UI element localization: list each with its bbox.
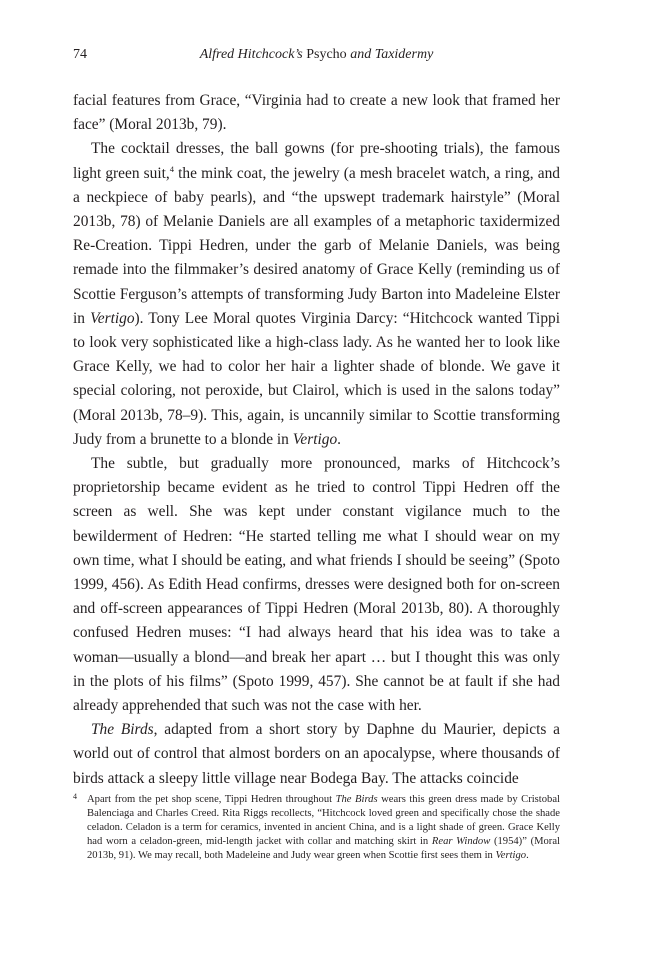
footnote-mark: 4 (73, 792, 77, 801)
paragraph-4-text-a: The Birds (91, 721, 154, 739)
footnote-text-1: Apart from the pet shop scene, Tippi Hedren throughout (87, 794, 336, 805)
footnotes (73, 793, 560, 863)
paragraph-2-text-b: the mink coat, the jewelry (a mesh bracelet watch, a ring, and a neckpiece of baby pearls), and “the upswept trademark hairstyle” (Moral 2013b, 78) of Melanie Daniels are all examples of a metaphoric taxidermized Re-Creation. Tippi Hedren, under the garb of Melanie Daniels, was being remade into the filmmaker’s desired anatomy of Grace Kelly (reminding us of Scottie Ferguson’s attempts of transforming Judy Barton into Madeleine Elster in (73, 164, 560, 327)
paragraph-2 (73, 137, 560, 452)
footnote-text-2: The Birds (335, 794, 378, 805)
footnote-text-6: Vertigo (495, 850, 527, 861)
paragraph-1: facial features from Grace, “Virginia had to create a new look that framed her face” (Moral 2013b, 79). (73, 92, 560, 134)
running-header (73, 47, 560, 67)
footnote-text-4: Rear Window (431, 836, 491, 847)
page-number: 74 (73, 47, 87, 62)
paragraph-2-text-e: Vertigo (292, 430, 338, 448)
paragraph-2-text-a: The cocktail dresses, the ball gowns (for pre-shooting trials), the famous light green suit, (73, 140, 560, 182)
running-title-part3: and Taxidermy (346, 47, 434, 62)
paragraph-2-text-c: Vertigo (90, 309, 135, 327)
running-title-part2: Psycho (306, 47, 347, 62)
paragraph-4 (73, 718, 560, 791)
paragraph-2-text-f: . (337, 430, 342, 448)
running-title (73, 47, 560, 63)
paragraph-3: The subtle, but gradually more pronounced, marks of Hitchcock’s proprietorship became evident as he tried to control Tippi Hedren off the screen as well. She was kept under constant vigilance much to the bewilderment of Hedren: “He started telling me what I should wear on my own time, what I should be eating, and what friends I should be seeing” (Spoto 1999, 456). As Edith Head confirms, dresses were designed both for on-screen and off-screen appearances of Tippi Hedren (Moral 2013b, 80). A thoroughly confused Hedren muses: “I had always heard that his idea was to take a woman—usually a blond—and break her apart … but I thought this was only in the plots of his films” (Spoto 1999, 457). She cannot be at fault if she had already apprehended that such was not the case with her. (73, 455, 560, 715)
paragraph-2-text-d: ). Tony Lee Moral quotes Virginia Darcy: “Hitchcock wanted Tippi to look very sophisticated like a high-class lady. As he wanted her to look like Grace Kelly, we had to color her hair a lighter shade of blonde. We gave it special coloring, not peroxide, but Clairol, which is used in the salons today” (Moral 2013b, 78–9). This, again, is uncannily similar to Scottie transforming Judy from a brunette to a blonde in (73, 309, 560, 448)
running-title-part1: Alfred Hitchcock’s (199, 47, 307, 62)
footnote-text-5: (1954)” (Moral 2013b, 91). We may recall, both Madeleine and Judy wear green when Scottie first sees them in (87, 836, 560, 861)
footnote-reference[interactable]: 4 (169, 163, 175, 174)
footnote-text-7: . (526, 850, 529, 861)
footnote-text-3: wears this green dress made by Cristobal Balenciaga and Charles Creed. Rita Riggs recollects, “Hitchcock loved green and specifically chose the shade celadon. Celadon is a term for ceramics, invented in ancient China, and is a light shade of green. Grace Kelly had worn a celadon-green, mid-length jacket with collar and matching skirt in (87, 794, 560, 847)
footnote-4 (73, 793, 560, 863)
paragraph-4-text-b: , adapted from a short story by Daphne du Maurier, depicts a world out of control that almost borders on an apocalypse, where thousands of birds attack a sleepy little village near Bodega Bay. The attacks coincide (73, 721, 560, 787)
body-text (73, 89, 560, 791)
